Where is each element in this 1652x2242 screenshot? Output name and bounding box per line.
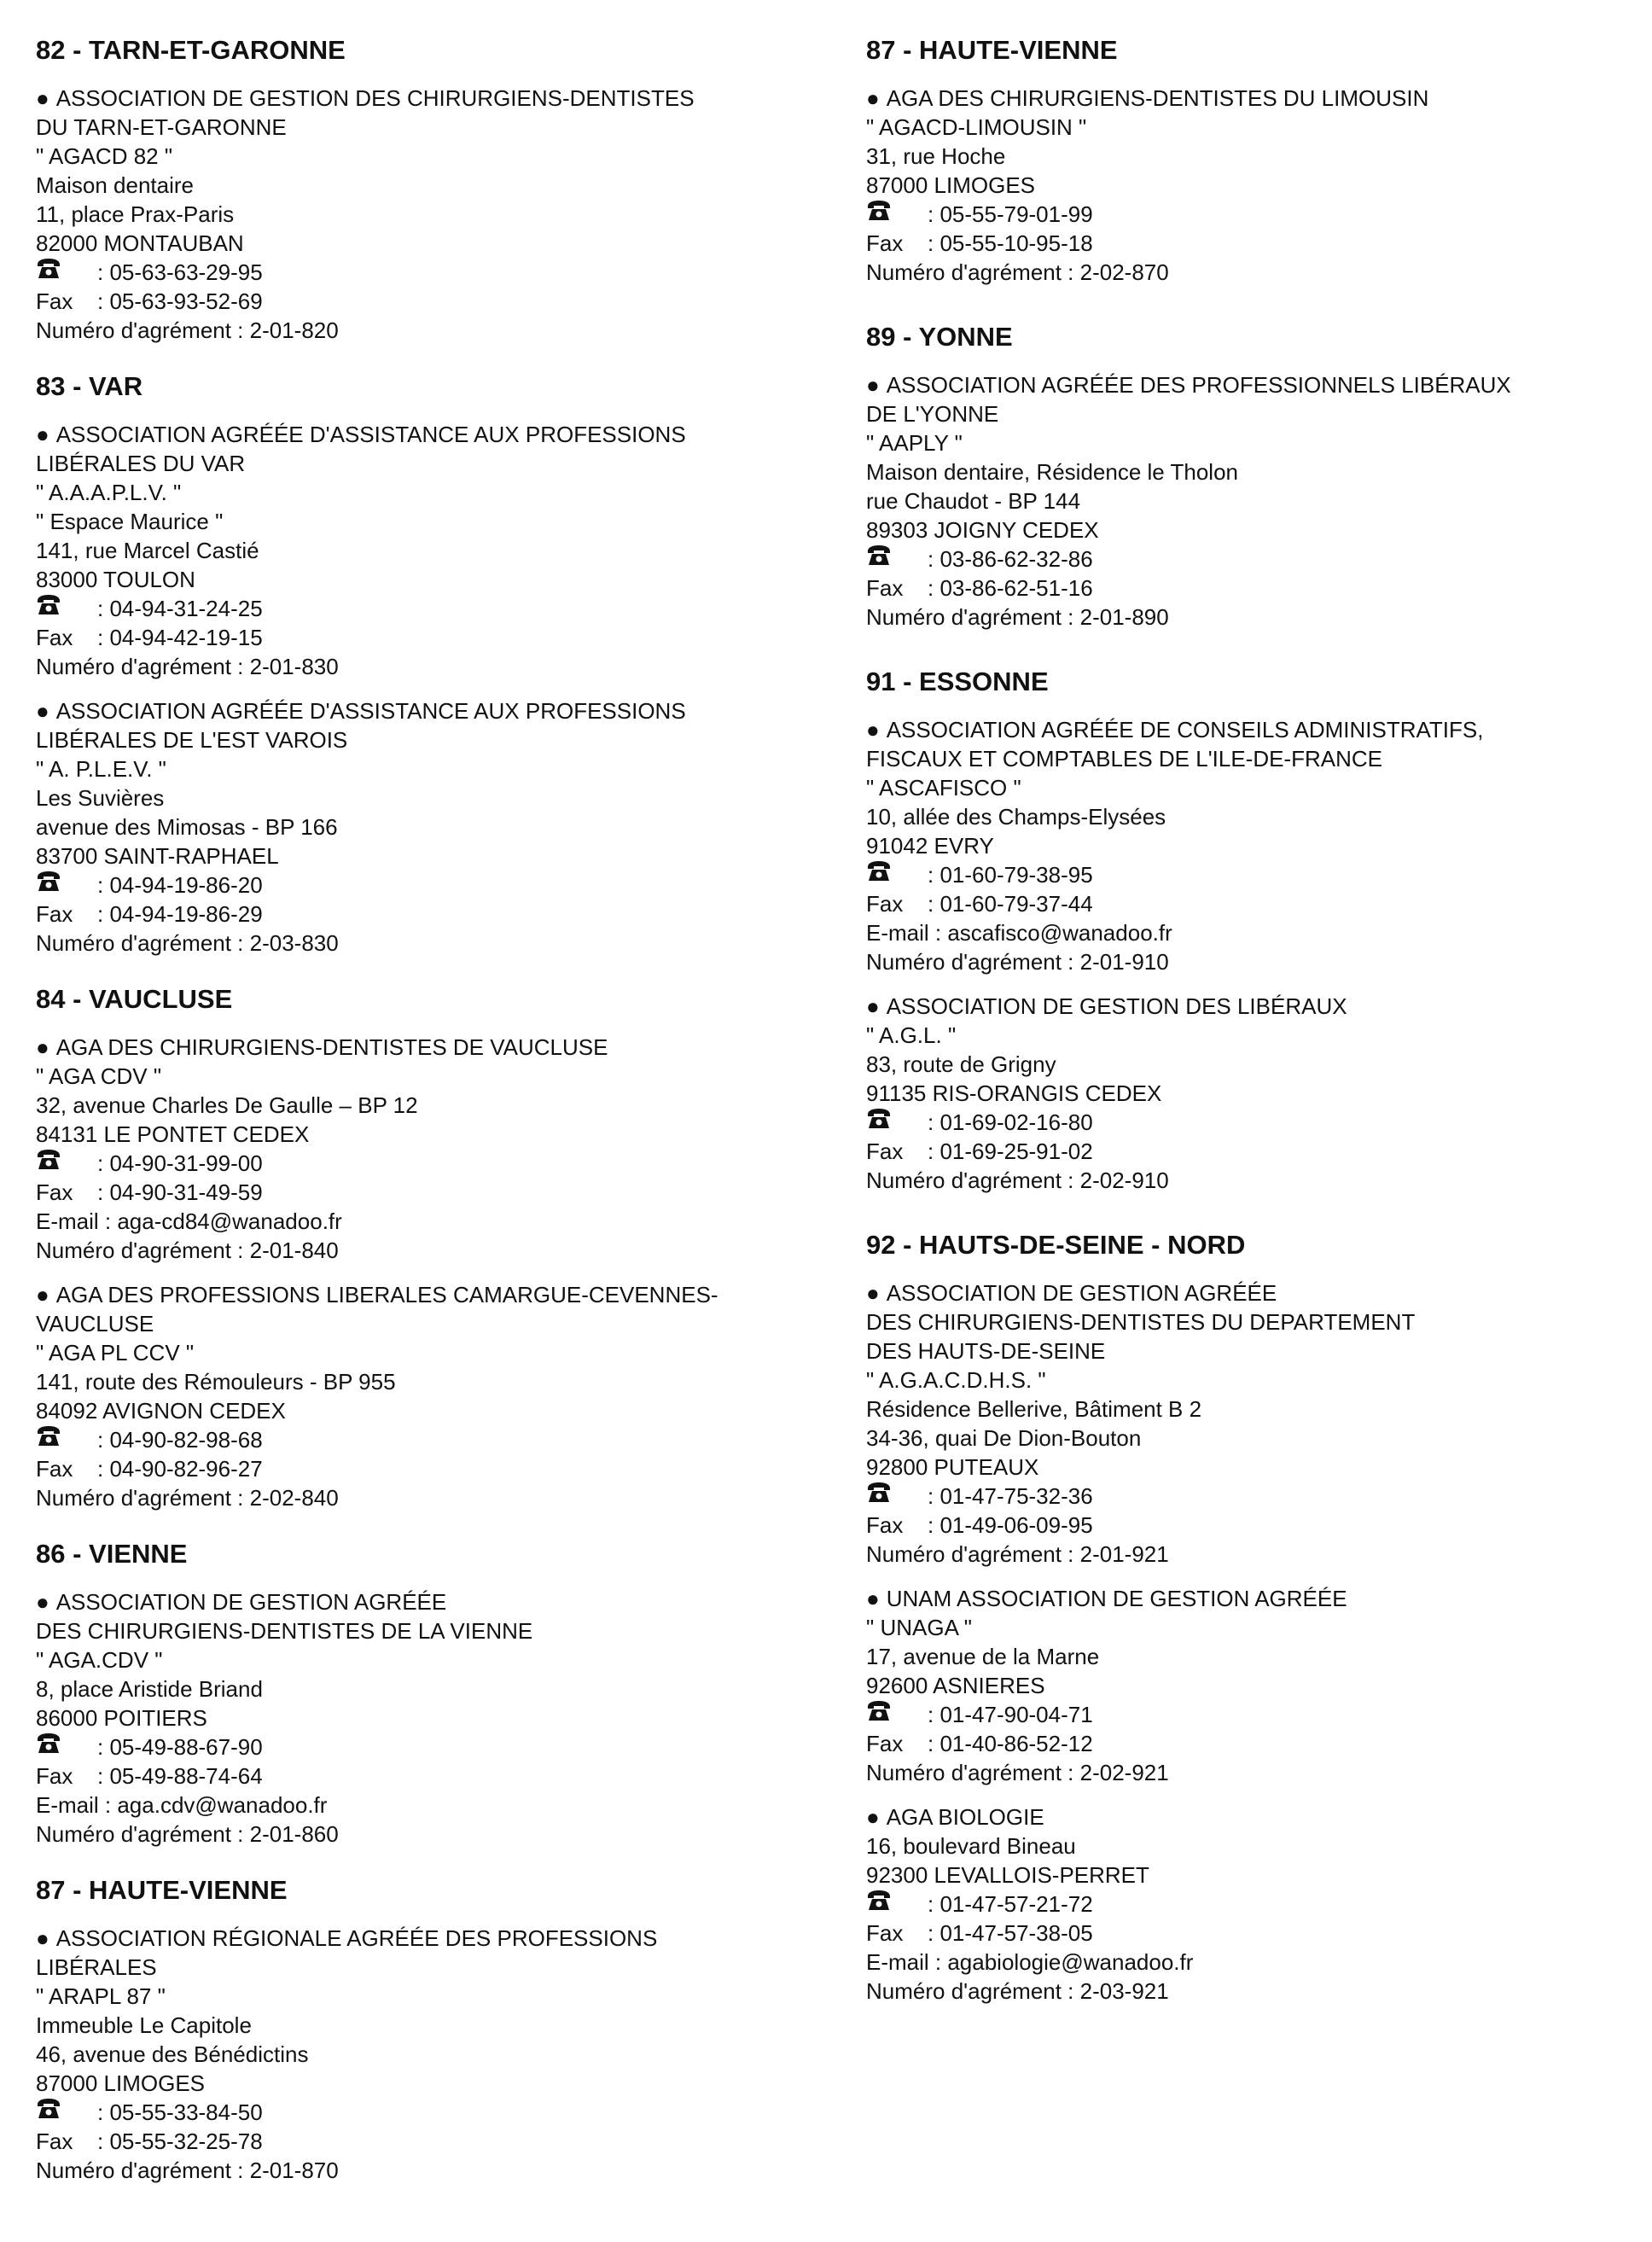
bullet-icon: ● [36, 698, 49, 724]
agrement-number: Numéro d'agrément : 2-01-840 [36, 1237, 339, 1263]
phone-number: : 04-90-31-99-00 [97, 1150, 263, 1176]
association-name: LIBÉRALES DU VAR [36, 451, 246, 476]
bullet-icon: ● [36, 85, 49, 111]
bullet-icon: ● [866, 717, 880, 742]
address-line: Résidence Bellerive, Bâtiment B 2 [866, 1396, 1202, 1422]
address-line: 46, avenue des Bénédictins [36, 2041, 309, 2067]
association-name: DU TARN-ET-GARONNE [36, 114, 287, 140]
association-name [36, 1280, 838, 1309]
fax-number: : 01-40-86-52-12 [928, 1731, 1093, 1756]
bullet-icon: ● [866, 372, 880, 398]
fax-row [36, 1762, 838, 1791]
acronym: " AGA.CDV " [36, 1647, 163, 1673]
agrement-number: Numéro d'agrément : 2-01-921 [866, 1541, 1169, 1567]
fax-number: : 01-49-06-09-95 [928, 1512, 1093, 1538]
acronym: " A.G.A.C.D.H.S. " [866, 1367, 1046, 1393]
address-line: 34-36, quai De Dion-Bouton [866, 1425, 1142, 1451]
phone-row [866, 1108, 1634, 1137]
acronym: " AGA PL CCV " [36, 1340, 195, 1366]
phone-number: : 03-86-62-32-86 [928, 546, 1093, 572]
address-line: Les Suvières [36, 785, 165, 811]
phone-number: : 01-69-02-16-80 [928, 1109, 1093, 1135]
association-entry [866, 370, 1634, 632]
address-line: 8, place Aristide Briand [36, 1676, 263, 1702]
department-title: 82 - TARN-ET-GARONNE [36, 35, 346, 65]
address-line: 83700 SAINT-RAPHAEL [36, 843, 279, 869]
telephone-icon [866, 544, 928, 572]
address-line: 31, rue Hoche [866, 143, 1006, 169]
association-entry [866, 992, 1634, 1195]
association-name-text: AGA DES PROFESSIONS LIBERALES CAMARGUE-CEVENNES- [55, 1282, 718, 1307]
association-name-text: AGA DES CHIRURGIENS-DENTISTES DE VAUCLUSE [55, 1034, 608, 1060]
phone-number: : 01-47-75-32-36 [928, 1483, 1093, 1509]
phone-row [866, 544, 1634, 574]
acronym: " ASCAFISCO " [866, 775, 1021, 801]
phone-row [36, 2098, 838, 2127]
address-line: 91042 EVRY [866, 833, 994, 859]
fax-row [36, 1178, 838, 1207]
acronym: " UNAGA " [866, 1615, 972, 1640]
association-name [36, 1924, 838, 1953]
fax-row [36, 623, 838, 652]
phone-row [866, 1890, 1634, 1919]
department-title: 84 - VAUCLUSE [36, 984, 233, 1014]
bullet-icon: ● [36, 1925, 49, 1951]
fax-label: Fax [866, 1731, 904, 1756]
phone-number: : 05-55-33-84-50 [97, 2099, 263, 2125]
department-section [36, 34, 838, 345]
fax-row [36, 900, 838, 929]
agrement-number: Numéro d'agrément : 2-02-910 [866, 1168, 1169, 1193]
association-entry [36, 1033, 838, 1265]
agrement-number: Numéro d'agrément : 2-01-910 [866, 949, 1169, 975]
association-name [866, 84, 1634, 113]
association-name-text: ASSOCIATION DE GESTION DES CHIRURGIENS-DENTISTES [55, 85, 695, 111]
fax-number: : 04-94-19-86-29 [97, 901, 263, 927]
department-title: 83 - VAR [36, 371, 143, 401]
association-name-text: AGA DES CHIRURGIENS-DENTISTES DU LIMOUSIN [886, 85, 1429, 111]
phone-row [866, 1482, 1634, 1511]
department-title: 87 - HAUTE-VIENNE [36, 1875, 288, 1905]
fax-label: Fax [36, 901, 73, 927]
fax-label: Fax [866, 230, 904, 256]
telephone-icon [36, 2098, 97, 2125]
association-name: DES HAUTS-DE-SEINE [866, 1338, 1106, 1364]
bullet-icon: ● [866, 1280, 880, 1306]
association-name [36, 696, 838, 725]
bullet-icon: ● [866, 1586, 880, 1611]
association-name: LIBÉRALES [36, 1954, 157, 1980]
telephone-icon [36, 594, 97, 621]
department-section [866, 34, 1634, 287]
fax-row [866, 889, 1634, 918]
phone-number: : 05-63-63-29-95 [97, 259, 263, 285]
fax-row [36, 1454, 838, 1483]
association-name [866, 370, 1634, 399]
agrement-number: Numéro d'agrément : 2-01-870 [36, 2158, 339, 2183]
bullet-icon: ● [36, 1034, 49, 1060]
telephone-icon [866, 860, 928, 888]
association-entry [866, 84, 1634, 287]
acronym: " AAPLY " [866, 430, 963, 456]
association-name-text: ASSOCIATION DE GESTION AGRÉÉE [886, 1280, 1277, 1306]
department-title: 87 - HAUTE-VIENNE [866, 35, 1118, 65]
fax-row [866, 229, 1634, 258]
agrement-number: Numéro d'agrément : 2-02-840 [36, 1485, 339, 1511]
acronym: " A. P.L.E.V. " [36, 756, 166, 782]
fax-row [866, 1511, 1634, 1540]
association-name: DES CHIRURGIENS-DENTISTES DE LA VIENNE [36, 1618, 533, 1644]
department-section [36, 1874, 838, 2185]
fax-row [36, 2127, 838, 2156]
department-title: 92 - HAUTS-DE-SEINE - NORD [866, 1230, 1246, 1260]
association-entry [36, 1924, 838, 2185]
fax-number: : 01-69-25-91-02 [928, 1138, 1093, 1164]
association-entry [866, 1802, 1634, 2006]
address-line: 91135 RIS-ORANGIS CEDEX [866, 1080, 1162, 1106]
association-entry [36, 1280, 838, 1512]
address-line: 10, allée des Champs-Elysées [866, 804, 1166, 830]
phone-number: : 04-90-82-98-68 [97, 1427, 263, 1453]
phone-row [36, 1425, 838, 1454]
telephone-icon [866, 1108, 928, 1135]
association-name-text: ASSOCIATION DE GESTION AGRÉÉE [55, 1589, 447, 1615]
address-line: 83000 TOULON [36, 567, 195, 592]
acronym: " ARAPL 87 " [36, 1983, 166, 2009]
right-column [866, 34, 1634, 2040]
address-line: avenue des Mimosas - BP 166 [36, 814, 338, 840]
association-name [866, 992, 1634, 1021]
address-line: 86000 POITIERS [36, 1705, 207, 1731]
agrement-number: Numéro d'agrément : 2-01-890 [866, 604, 1169, 630]
agrement-number: Numéro d'agrément : 2-01-820 [36, 317, 339, 343]
phone-row [866, 860, 1634, 889]
association-name-text: ASSOCIATION AGRÉÉE D'ASSISTANCE AUX PROFESSIONS [55, 422, 686, 447]
phone-row [36, 871, 838, 900]
association-name-text: ASSOCIATION AGRÉÉE DE CONSEILS ADMINISTRATIFS, [886, 717, 1484, 742]
phone-number: : 04-94-19-86-20 [97, 872, 263, 898]
fax-label: Fax [36, 1456, 73, 1482]
department-title: 89 - YONNE [866, 322, 1013, 352]
agrement-number: Numéro d'agrément : 2-02-921 [866, 1760, 1169, 1785]
address-line: 87000 LIMOGES [866, 172, 1035, 198]
address-line: 89303 JOIGNY CEDEX [866, 517, 1099, 543]
fax-number: : 05-55-10-95-18 [928, 230, 1093, 256]
address-line: Maison dentaire, Résidence le Tholon [866, 459, 1239, 485]
agrement-number: Numéro d'agrément : 2-01-860 [36, 1821, 339, 1847]
association-name-text: UNAM ASSOCIATION DE GESTION AGRÉÉE [886, 1586, 1347, 1611]
department-title: 86 - VIENNE [36, 1539, 188, 1569]
phone-row [866, 200, 1634, 229]
department-title: 91 - ESSONNE [866, 667, 1049, 696]
fax-number: : 05-63-93-52-69 [97, 288, 263, 314]
association-entry [36, 696, 838, 958]
acronym: " AGACD-LIMOUSIN " [866, 114, 1087, 140]
email-line: E-mail : aga-cd84@wanadoo.fr [36, 1208, 342, 1234]
department-section [36, 1538, 838, 1849]
acronym: " AGACD 82 " [36, 143, 173, 169]
acronym: " AGA CDV " [36, 1063, 162, 1089]
phone-number: : 01-47-90-04-71 [928, 1702, 1093, 1727]
phone-row [36, 594, 838, 623]
fax-label: Fax [866, 891, 904, 917]
fax-number: : 01-60-79-37-44 [928, 891, 1093, 917]
email-line: E-mail : aga.cdv@wanadoo.fr [36, 1792, 328, 1818]
address-line: 17, avenue de la Marne [866, 1644, 1100, 1669]
fax-label: Fax [36, 625, 73, 650]
association-name-text: ASSOCIATION DE GESTION DES LIBÉRAUX [886, 993, 1347, 1019]
fax-number: : 05-55-32-25-78 [97, 2128, 263, 2154]
bullet-icon: ● [36, 422, 49, 447]
association-name [866, 1802, 1634, 1831]
telephone-icon [866, 1482, 928, 1509]
fax-row [866, 1729, 1634, 1758]
address-line: 92600 ASNIERES [866, 1673, 1045, 1698]
fax-number: : 04-90-31-49-59 [97, 1179, 263, 1205]
email-line: E-mail : agabiologie@wanadoo.fr [866, 1949, 1194, 1975]
fax-number: : 03-86-62-51-16 [928, 575, 1093, 601]
address-line: 141, rue Marcel Castié [36, 538, 259, 563]
association-name: FISCAUX ET COMPTABLES DE L'ILE-DE-FRANCE [866, 746, 1383, 772]
address-line: rue Chaudot - BP 144 [866, 488, 1081, 514]
telephone-icon [36, 1149, 97, 1176]
fax-number: : 05-49-88-74-64 [97, 1763, 263, 1789]
telephone-icon [36, 1732, 97, 1760]
acronym: " A.A.A.P.L.V. " [36, 480, 182, 505]
address-line: 32, avenue Charles De Gaulle – BP 12 [36, 1092, 418, 1118]
association-entry [866, 1584, 1634, 1787]
bullet-icon: ● [866, 1804, 880, 1830]
fax-number: : 01-47-57-38-05 [928, 1920, 1093, 1946]
association-name [36, 1033, 838, 1062]
phone-number: : 04-94-31-24-25 [97, 596, 263, 621]
address-line: 87000 LIMOGES [36, 2070, 205, 2096]
agrement-number: Numéro d'agrément : 2-01-830 [36, 654, 339, 679]
fax-label: Fax [866, 1138, 904, 1164]
association-name: DE L'YONNE [866, 401, 999, 427]
telephone-icon [36, 1425, 97, 1453]
association-name: DES CHIRURGIENS-DENTISTES DU DEPARTEMENT [866, 1309, 1416, 1335]
left-column [36, 34, 838, 2210]
association-name [36, 1587, 838, 1616]
bullet-icon: ● [36, 1282, 49, 1307]
association-name: VAUCLUSE [36, 1311, 154, 1336]
bullet-icon: ● [36, 1589, 49, 1615]
bullet-icon: ● [866, 993, 880, 1019]
agrement-number: Numéro d'agrément : 2-03-921 [866, 1978, 1169, 2004]
telephone-icon [866, 1890, 928, 1917]
agrement-number: Numéro d'agrément : 2-02-870 [866, 259, 1169, 285]
address-line: " Espace Maurice " [36, 509, 224, 534]
address-line: 92300 LEVALLOIS-PERRET [866, 1862, 1149, 1888]
fax-label: Fax [36, 2128, 73, 2154]
association-name-text: ASSOCIATION AGRÉÉE D'ASSISTANCE AUX PROFESSIONS [55, 698, 686, 724]
department-section [866, 1229, 1634, 2006]
fax-label: Fax [866, 575, 904, 601]
telephone-icon [36, 871, 97, 898]
phone-row [866, 1700, 1634, 1729]
address-line: Maison dentaire [36, 172, 194, 198]
phone-row [36, 258, 838, 287]
address-line: 82000 MONTAUBAN [36, 230, 244, 256]
department-section [866, 666, 1634, 1195]
association-entry [866, 715, 1634, 976]
fax-row [866, 1137, 1634, 1166]
bullet-icon: ● [866, 85, 880, 111]
fax-label: Fax [36, 1763, 73, 1789]
phone-number: : 05-55-79-01-99 [928, 201, 1093, 227]
address-line: 84092 AVIGNON CEDEX [36, 1398, 286, 1424]
fax-label: Fax [866, 1920, 904, 1946]
address-line: 83, route de Grigny [866, 1051, 1056, 1077]
fax-row [866, 1919, 1634, 1948]
fax-label: Fax [866, 1512, 904, 1538]
phone-number: : 01-60-79-38-95 [928, 862, 1093, 888]
association-entry [36, 84, 838, 345]
fax-row [36, 287, 838, 316]
association-name-text: AGA BIOLOGIE [886, 1804, 1044, 1830]
fax-label: Fax [36, 288, 73, 314]
association-name [866, 1278, 1634, 1307]
association-entry [36, 1587, 838, 1849]
email-line: E-mail : ascafisco@wanadoo.fr [866, 920, 1172, 946]
address-line: 141, route des Rémouleurs - BP 955 [36, 1369, 396, 1395]
association-name-text: ASSOCIATION AGRÉÉE DES PROFESSIONNELS LIBÉRAUX [886, 372, 1511, 398]
fax-label: Fax [36, 1179, 73, 1205]
department-section [866, 321, 1634, 632]
association-name [36, 420, 838, 449]
association-name [866, 715, 1634, 744]
address-line: 92800 PUTEAUX [866, 1454, 1039, 1480]
fax-number: : 04-94-42-19-15 [97, 625, 263, 650]
fax-number: : 04-90-82-96-27 [97, 1456, 263, 1482]
association-name [866, 1584, 1634, 1613]
phone-row [36, 1732, 838, 1762]
phone-number: : 01-47-57-21-72 [928, 1891, 1093, 1917]
address-line: 84131 LE PONTET CEDEX [36, 1121, 310, 1147]
department-section [36, 983, 838, 1512]
agrement-number: Numéro d'agrément : 2-03-830 [36, 930, 339, 956]
phone-number: : 05-49-88-67-90 [97, 1734, 263, 1760]
association-name-text: ASSOCIATION RÉGIONALE AGRÉÉE DES PROFESSIONS [55, 1925, 658, 1951]
address-line: 16, boulevard Bineau [866, 1833, 1076, 1859]
telephone-icon [866, 200, 928, 227]
phone-row [36, 1149, 838, 1178]
association-entry [36, 420, 838, 681]
association-entry [866, 1278, 1634, 1569]
association-name: LIBÉRALES DE L'EST VAROIS [36, 727, 348, 753]
address-line: Immeuble Le Capitole [36, 2012, 252, 2038]
department-section [36, 370, 838, 958]
address-line: 11, place Prax-Paris [36, 201, 235, 227]
fax-row [866, 574, 1634, 603]
association-name [36, 84, 838, 113]
telephone-icon [866, 1700, 928, 1727]
telephone-icon [36, 258, 97, 285]
acronym: " A.G.L. " [866, 1022, 957, 1048]
